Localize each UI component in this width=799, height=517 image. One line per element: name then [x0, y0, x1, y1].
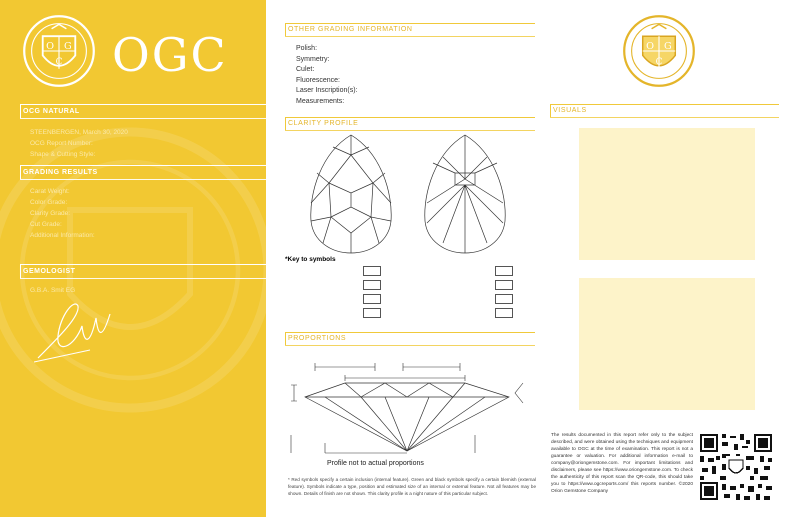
svg-text:G: G — [664, 40, 672, 52]
svg-text:C: C — [655, 57, 663, 68]
diamond-profile-icon — [305, 383, 509, 451]
section-bracket — [20, 264, 21, 278]
brand-name: OGC — [112, 28, 228, 82]
cut-grade-label: Cut Grade: — [30, 221, 62, 228]
report-number-label: OCG Report Number: — [30, 140, 93, 147]
key-symbol-box — [363, 280, 381, 290]
visuals-heading: VISUALS — [553, 107, 587, 114]
right-column — [550, 0, 799, 517]
company-seal-gold-icon — [622, 14, 696, 88]
section-divider — [20, 165, 266, 166]
left-panel — [0, 0, 266, 517]
key-symbol-box — [363, 294, 381, 304]
key-symbol-box — [495, 266, 513, 276]
signature-icon — [30, 296, 130, 366]
other-grading-heading: OTHER GRADING INFORMATION — [288, 26, 413, 33]
clarity-footnote: * Red symbols specify a certain inclusion (internal feature). Green and black symbols specify a certain blemish (external feature). Symbols indicate a type, position and estimated size of an internal or external feature. Not all features may be shown. Details of finish are not shown. This clarity profile is a night nature of this particular subject. — [288, 477, 536, 496]
shape-label: Shape & Cutting Style: — [30, 151, 96, 158]
section-divider — [20, 278, 266, 279]
section-bracket — [285, 332, 286, 345]
grading-results-heading: GRADING RESULTS — [23, 169, 98, 176]
company-seal-icon — [22, 14, 96, 88]
proportions-heading: PROPORTIONS — [288, 335, 347, 342]
section-bracket — [285, 23, 286, 36]
laser-inscription-label: Laser Inscription(s): — [296, 87, 358, 95]
section-divider — [285, 36, 535, 37]
clarity-diagram — [303, 133, 513, 255]
section-divider — [20, 118, 266, 119]
visual-image-placeholder — [579, 278, 755, 410]
section-divider — [20, 104, 266, 105]
section-bracket — [550, 104, 551, 117]
key-symbol-box — [495, 308, 513, 318]
key-symbol-box — [495, 280, 513, 290]
measurements-label: Measurements: — [296, 97, 345, 105]
color-grade-label: Color Grade: — [30, 199, 68, 206]
key-symbol-box — [363, 266, 381, 276]
report-disclaimer: The results documented in this report refer only to the subject described, and were obtained using the techniques and equipment available to OGC at the time of examination. This report is not a guarantee or valuation. For additional information e-mail to company@oriongemstone.com. For important limitations and disclaimers, please see https://www.oriongemstone.com. To check the authenticity of this report scan the QR-code, this should take you to https://www.ogcreports.com/ this reports number. ©2020 Orion Gemstone Company — [551, 433, 693, 494]
section-divider — [285, 130, 535, 131]
section-bracket — [20, 165, 21, 179]
section-bracket — [285, 117, 286, 130]
svg-text:C: C — [55, 57, 63, 68]
section-bracket — [20, 104, 21, 118]
profile-note: Profile not to actual proportions — [327, 460, 424, 467]
polish-label: Polish: — [296, 45, 318, 52]
fluorescence-label: Fluorescence: — [296, 76, 340, 84]
brand-logo — [22, 14, 262, 90]
section-divider — [550, 117, 779, 118]
additional-info-label: Additional Information: — [30, 232, 95, 239]
qr-code-icon[interactable] — [698, 432, 774, 502]
svg-text:O: O — [46, 40, 55, 52]
natural-date: STEENBERGEN, March 30, 2020 — [30, 129, 128, 136]
section-divider — [550, 104, 779, 105]
clarity-grade-label: Clarity Grade: — [30, 210, 71, 217]
section-divider — [20, 179, 266, 180]
pear-crown-icon — [311, 135, 391, 253]
gemologist-name: G.B.A. Smit EG — [30, 287, 76, 294]
carat-weight-label: Carat Weight: — [30, 188, 70, 195]
key-symbol-box — [495, 294, 513, 304]
key-symbol-box — [363, 308, 381, 318]
pear-pavilion-icon — [425, 135, 505, 253]
clarity-profile-heading: CLARITY PROFILE — [288, 120, 359, 127]
section-divider — [285, 117, 535, 118]
visual-image-placeholder — [579, 128, 755, 260]
key-to-symbols-label: *Key to symbols — [285, 256, 336, 263]
symmetry-label: Symmetry: — [296, 55, 330, 63]
gemologist-heading: GEMOLOGIST — [23, 268, 76, 275]
other-grading-list — [296, 44, 357, 108]
middle-column — [285, 0, 535, 517]
svg-text:O: O — [646, 40, 655, 52]
section-divider — [285, 332, 535, 333]
section-divider — [285, 345, 535, 346]
section-divider — [285, 23, 535, 24]
culet-label: Culet: — [296, 66, 315, 74]
svg-text:G: G — [64, 40, 72, 52]
natural-heading: OCG NATURAL — [23, 108, 80, 115]
section-divider — [20, 264, 266, 265]
proportions-diagram — [285, 355, 535, 457]
